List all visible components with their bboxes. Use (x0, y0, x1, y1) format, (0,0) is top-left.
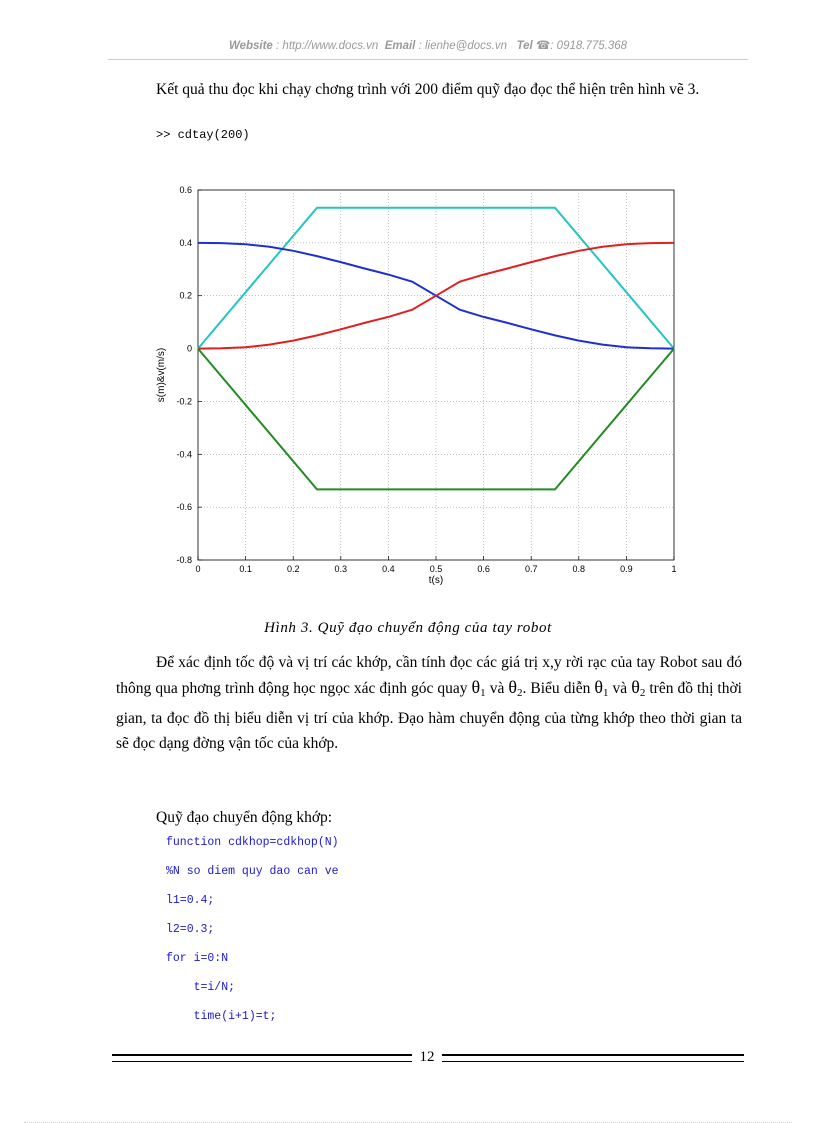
email-label: Email (384, 40, 416, 52)
x-tick-label: 1 (671, 564, 677, 574)
body-paragraph (116, 650, 742, 756)
y-tick-label: 0.6 (179, 185, 192, 195)
theta-symbol: θ (594, 677, 604, 697)
code-line: t=i/N; (166, 981, 236, 994)
para2-and: và (485, 680, 509, 697)
header-divider (108, 59, 748, 60)
theta-symbol: θ (631, 677, 640, 697)
website-label: Website (228, 40, 273, 52)
code-line: %N so diem quy dao can ve (166, 865, 339, 878)
theta-symbol: θ (471, 677, 481, 697)
subscript: 1 (480, 687, 486, 699)
para2-and: và (608, 680, 632, 697)
trajectory-chart (150, 180, 690, 600)
x-tick-label: 0.8 (572, 564, 586, 574)
theta-symbol: θ (508, 677, 517, 697)
page-number: 12 (419, 1049, 435, 1065)
phone-icon: ☎ (535, 40, 551, 52)
y-tick-label: 0 (186, 343, 192, 354)
y-tick-label: -0.2 (176, 396, 192, 407)
tel-label: Tel (516, 40, 533, 52)
x-tick-label: 0.9 (620, 564, 633, 574)
code-line: l2=0.3; (166, 923, 215, 936)
x-tick-label: 0.2 (286, 564, 300, 574)
x-tick-label: 0.3 (334, 564, 348, 574)
section-title: Quỹ đạo chuyển động khớp: (156, 809, 333, 826)
tel-value: : 0918.775.368 (550, 40, 628, 52)
subscript: 2 (516, 687, 523, 699)
footer-rule-left (112, 1054, 412, 1062)
y-tick-label: -0.8 (176, 555, 192, 565)
para2-part3: trên đồ thị thời gian, ta đọc đồ thị biểu diễn vị trí của khớp. Đạo hàm chuyển động của từng khớp theo thời gian ta sẽ đọc dạng đờng vận tốc của khớp. (116, 680, 742, 752)
code-line: l1=0.4; (166, 894, 215, 907)
subscript: 2 (639, 687, 646, 699)
chart-plot-area (198, 190, 674, 560)
figure-caption: Hình 3. Quỹ đạo chuyển động của tay robot (264, 620, 552, 636)
chart-xlabel: t(s) (428, 575, 444, 586)
x-tick-label: 0.4 (382, 564, 395, 574)
y-tick-label: -0.6 (176, 502, 192, 513)
page-header (108, 38, 748, 52)
x-tick-label: 0.7 (524, 564, 538, 574)
intro-paragraph: Kết quả thu đọc khi chạy chơng trình với 200 điểm quỹ đạo đọc thể hiện trên hình vẽ 3. (156, 81, 700, 98)
command-line: >> cdtay(200) (156, 128, 250, 142)
x-tick-label: 0 (195, 564, 201, 574)
code-line: for i=0:N (166, 952, 229, 965)
x-tick-label: 0.1 (239, 564, 252, 574)
website-url: : http://www.docs.vn (276, 40, 379, 52)
para2-part1: Để xác định tốc độ và vị trí các khớp, cần tính đọc các giá trị x,y rời rạc của tay Robot sau đó thông qua phơng trình động học ngọc xác định góc quay (116, 654, 742, 697)
y-tick-label: 0.2 (179, 290, 192, 301)
y-tick-label: 0.4 (179, 237, 192, 248)
code-line: time(i+1)=t; (166, 1010, 277, 1023)
email-value: : lienhe@docs.vn (418, 40, 507, 52)
y-tick-label: -0.4 (176, 449, 192, 460)
x-tick-label: 0.6 (477, 564, 490, 574)
subscript: 1 (603, 687, 609, 699)
chart-ylabel: s(m)&v(m/s) (156, 347, 167, 403)
footer-rule-right (442, 1054, 744, 1062)
code-line: function cdkhop=cdkhop(N) (166, 836, 339, 849)
para2-part2: . Biểu diễn (522, 680, 595, 697)
x-tick-label: 0.5 (429, 564, 443, 574)
